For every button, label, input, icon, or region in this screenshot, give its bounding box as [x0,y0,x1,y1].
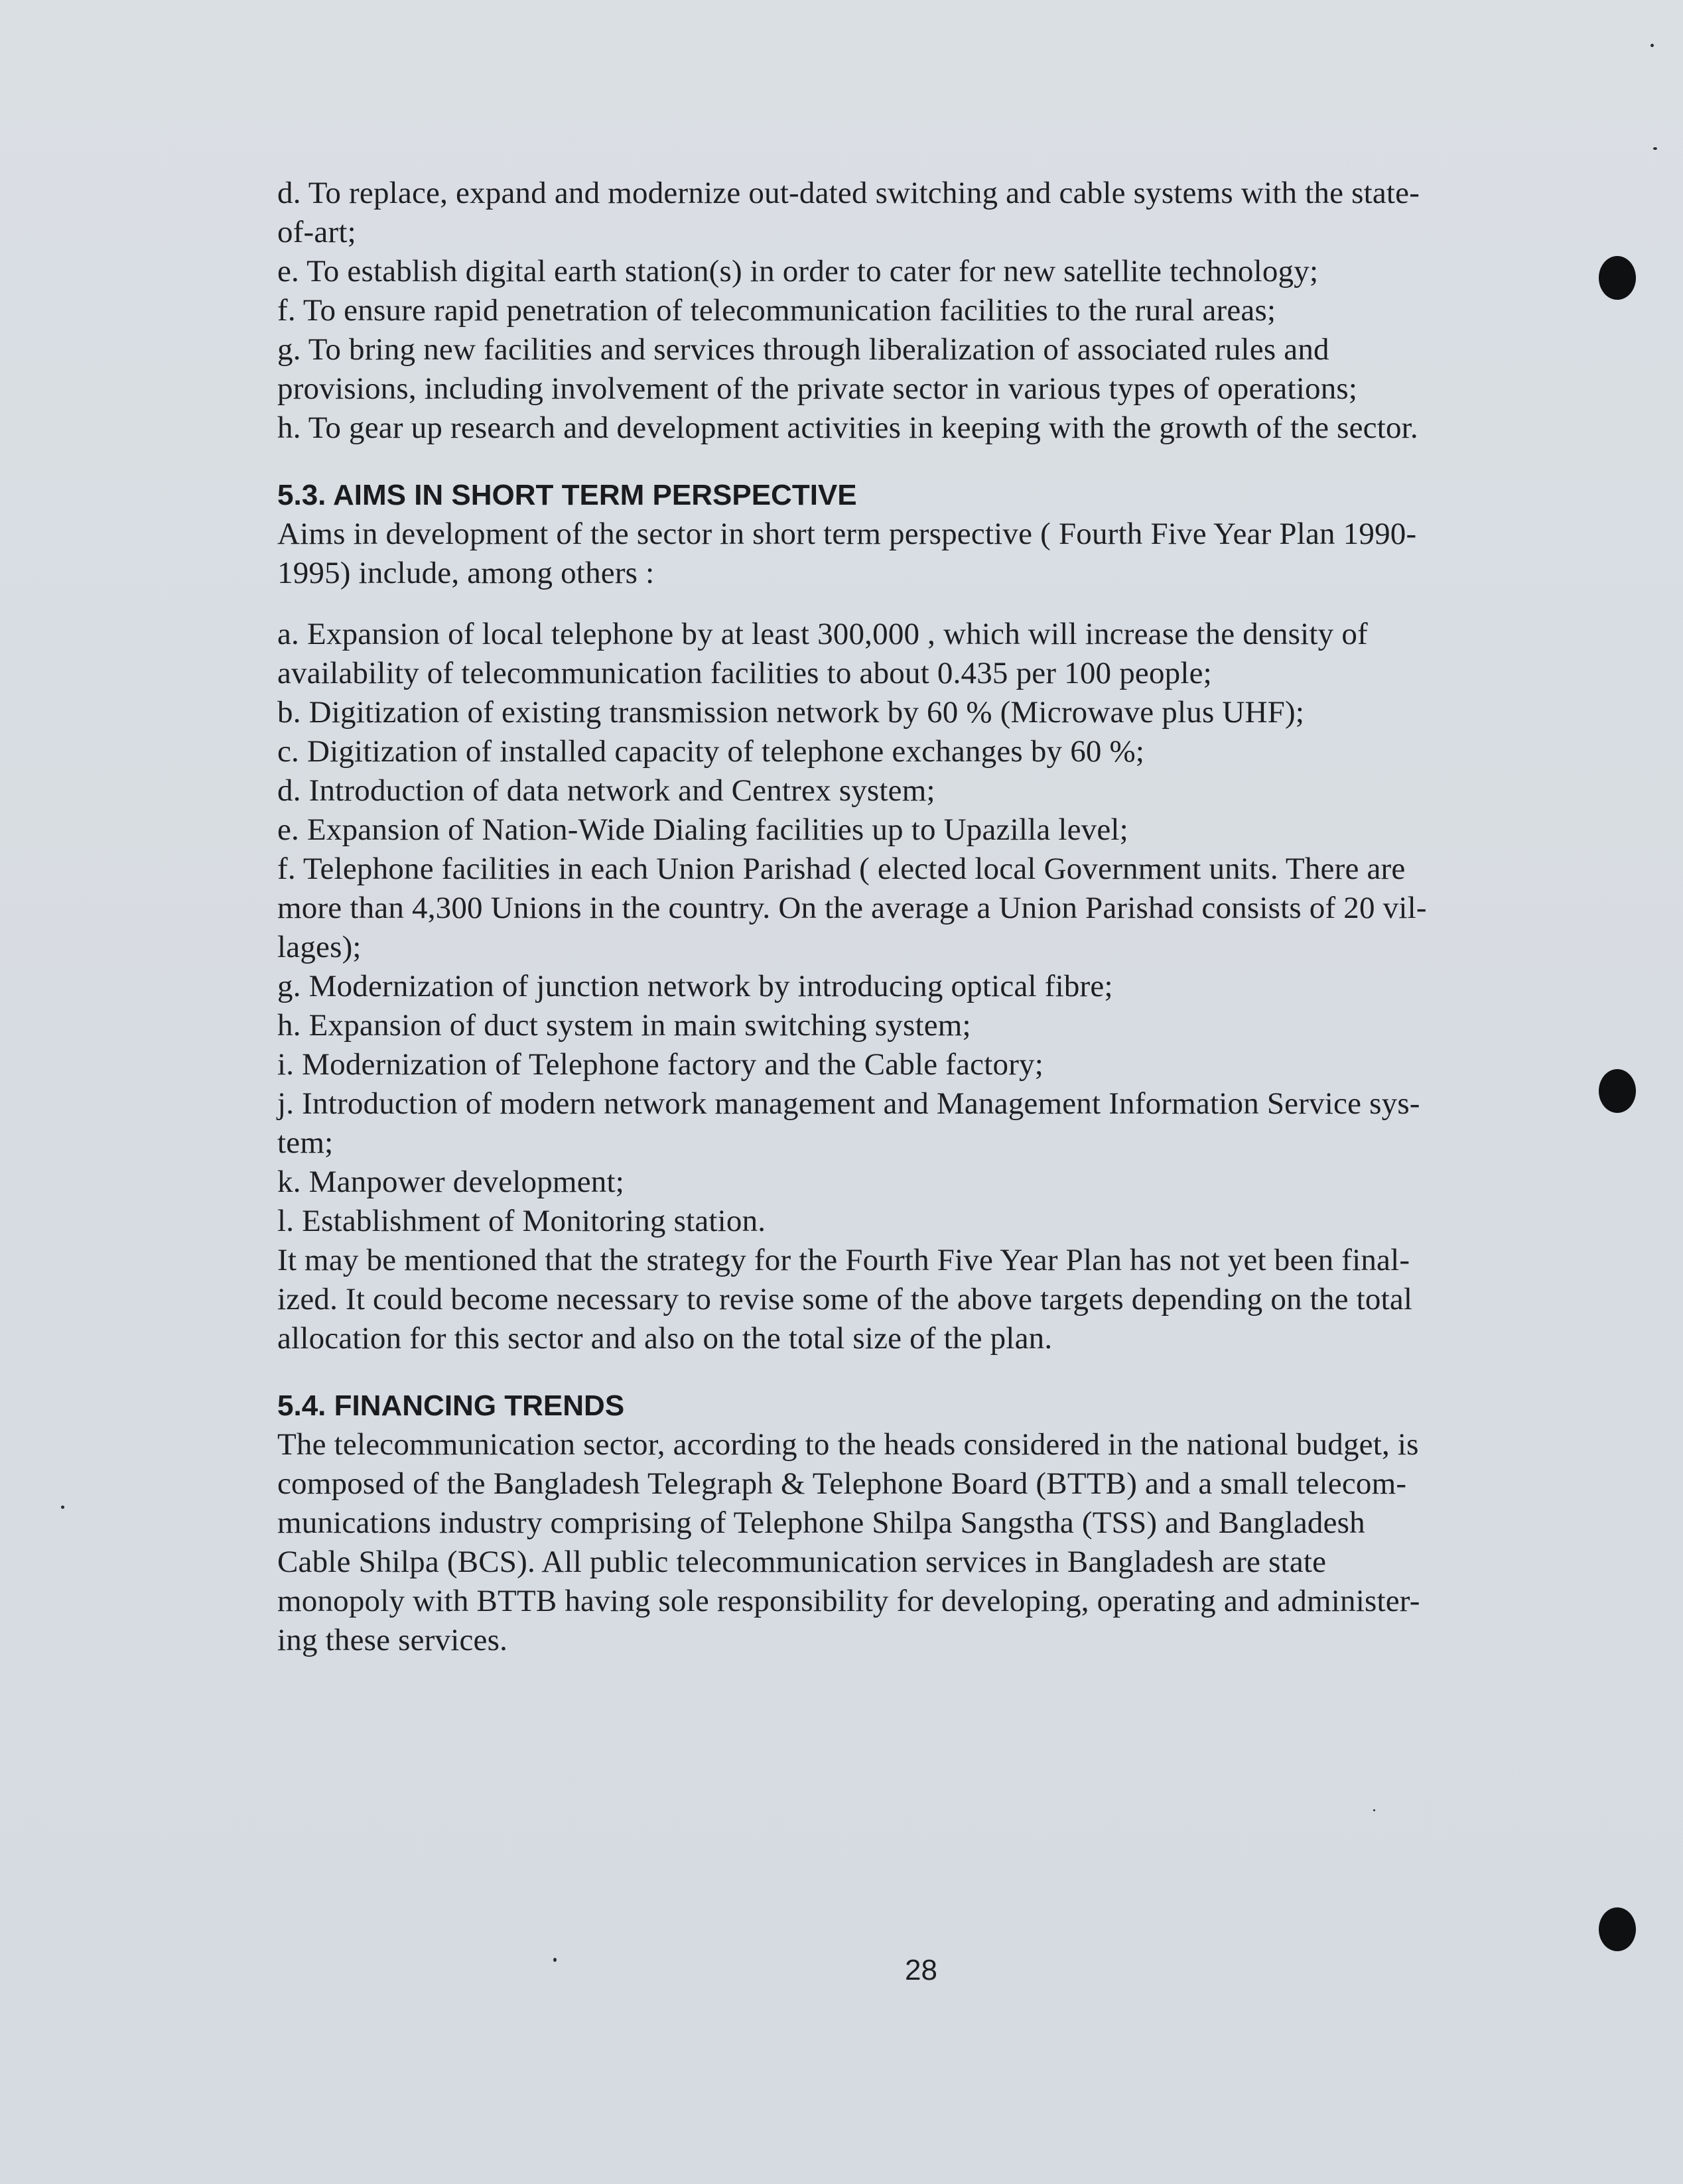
aim-item-f-cont: more than 4,300 Unions in the country. On the average a Union Parishad consists of 20 vil- [277,891,1427,925]
aim-item-j: j. Introduction of modern network management and Management Information Service sys- [277,1086,1420,1121]
document-body [277,174,1558,1660]
aim-item-c: c. Digitization of installed capacity of telephone exchanges by 60 %; [277,734,1145,769]
section-heading: 5.4. FINANCING TRENDS [277,1389,625,1422]
goal-item-g: g. To bring new facilities and services through liberalization of associated rules and [277,332,1329,367]
aim-item-f: f. Telephone facilities in each Union Parishad ( elected local Government units. There are [277,852,1406,886]
section-5-3 [277,476,1558,1358]
financing-paragraph-line: ing these services. [277,1623,508,1657]
aim-item-f-cont: lages); [277,930,362,964]
punch-hole-bottom [1599,1907,1636,1951]
scan-speck [1373,1809,1375,1811]
section-5-4 [277,1386,1558,1660]
closing-note-line: It may be mentioned that the strategy for the Fourth Five Year Plan has not yet been final- [277,1243,1410,1277]
section-intro-line: 1995) include, among others : [277,556,655,590]
goal-item-f: f. To ensure rapid penetration of telecommunication facilities to the rural areas; [277,293,1276,328]
financing-paragraph-line: composed of the Bangladesh Telegraph & Telephone Board (BTTB) and a small telecom- [277,1466,1407,1501]
financing-paragraph-line: munications industry comprising of Telephone Shilpa Sangstha (TSS) and Bangladesh [277,1506,1365,1540]
aim-item-a: a. Expansion of local telephone by at least 300,000 , which will increase the density of [277,617,1368,651]
scan-speck [1653,147,1657,150]
scan-speck [61,1506,64,1509]
section-intro-line: Aims in development of the sector in short term perspective ( Fourth Five Year Plan 1990- [277,517,1417,551]
aim-item-i: i. Modernization of Telephone factory and the Cable factory; [277,1047,1044,1082]
goal-item-d-cont: of-art; [277,215,356,249]
scan-speck [1650,44,1654,47]
punch-hole-middle [1599,1069,1636,1113]
aim-item-j-cont: tem; [277,1125,334,1160]
goal-item-d: d. To replace, expand and modernize out-dated switching and cable systems with the state- [277,176,1420,210]
aim-item-g: g. Modernization of junction network by introducing optical fibre; [277,969,1113,1003]
aim-item-e: e. Expansion of Nation-Wide Dialing facilities up to Upazilla level; [277,812,1128,847]
closing-note-line: ized. It could become necessary to revise some of the above targets depending on the total [277,1282,1413,1317]
scan-speck [553,1958,557,1962]
aim-item-b: b. Digitization of existing transmission network by 60 % (Microwave plus UHF); [277,695,1305,730]
aim-item-k: k. Manpower development; [277,1165,624,1199]
aim-item-d: d. Introduction of data network and Centrex system; [277,773,935,808]
aim-item-l: l. Establishment of Monitoring station. [277,1204,766,1238]
goal-item-e: e. To establish digital earth station(s) in order to cater for new satellite technology; [277,254,1319,289]
closing-note-line: allocation for this sector and also on the total size of the plan. [277,1321,1053,1356]
section-heading: 5.3. AIMS IN SHORT TERM PERSPECTIVE [277,479,857,511]
goal-item-g-cont: provisions, including involvement of the private sector in various types of operations; [277,371,1358,406]
aim-item-a-cont: availability of telecommunication facilities to about 0.435 per 100 people; [277,656,1212,690]
goal-item-h: h. To gear up research and development activities in keeping with the growth of the sector. [277,411,1418,445]
page-number: 28 [905,1954,937,1986]
financing-paragraph-line: Cable Shilpa (BCS). All public telecommunication services in Bangladesh are state [277,1545,1327,1579]
goals-list-continued [277,174,1558,448]
punch-hole-top [1599,256,1636,300]
aim-item-h: h. Expansion of duct system in main switching system; [277,1008,971,1043]
financing-paragraph-line: monopoly with BTTB having sole responsibility for developing, operating and administer- [277,1584,1420,1618]
financing-paragraph-line: The telecommunication sector, according to the heads considered in the national budget, is [277,1427,1419,1462]
